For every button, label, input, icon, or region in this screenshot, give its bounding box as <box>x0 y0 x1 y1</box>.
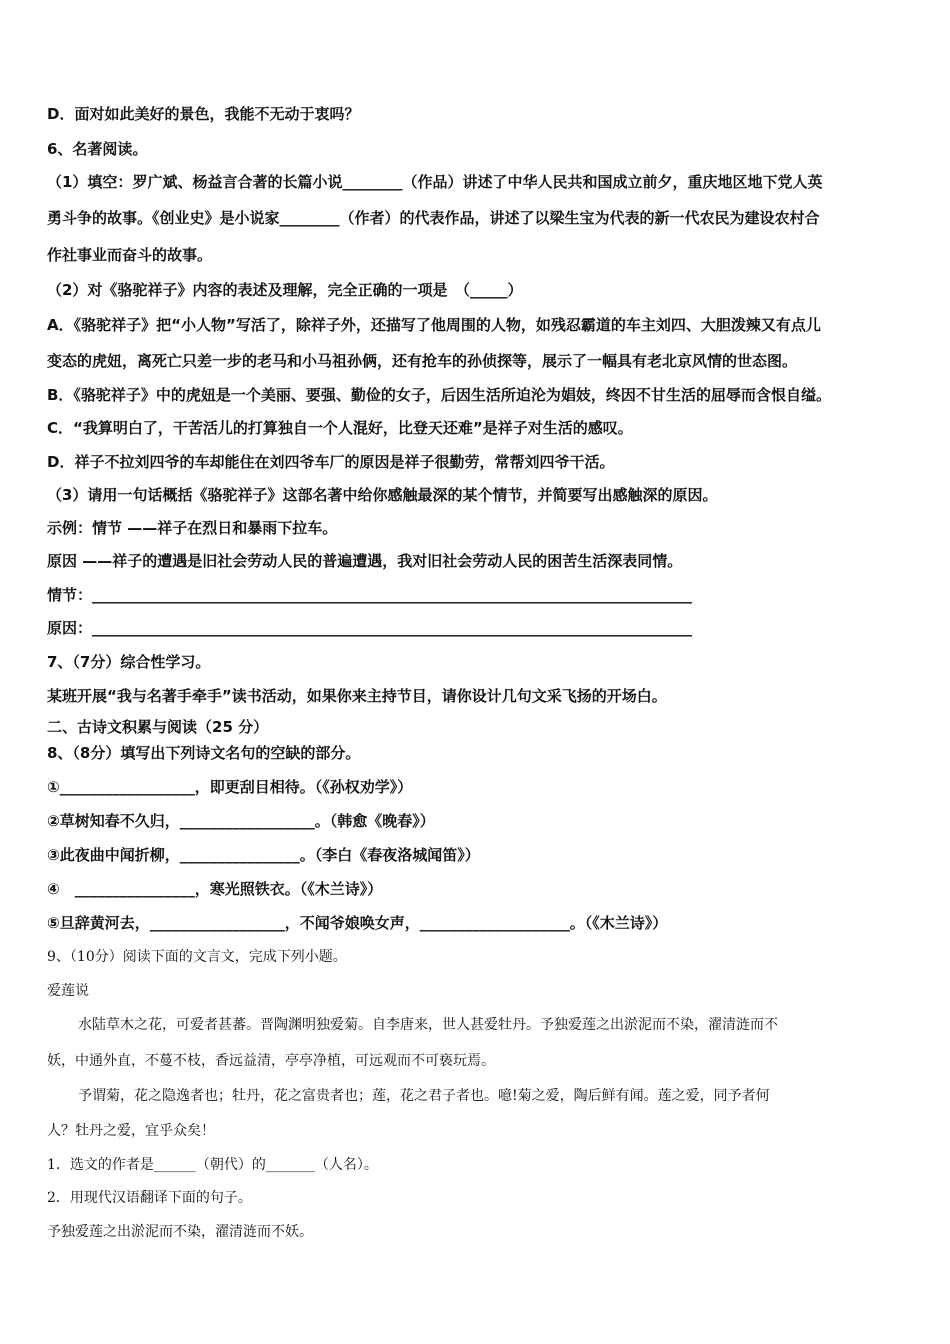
q6-heading: 6、名著阅读。 <box>47 140 148 158</box>
q7-text: 某班开展“我与名著手牵手”读书活动，如果你来主持节目，请你设计几句文采飞扬的开场白。 <box>47 687 667 705</box>
q6-part1-line2: 勇斗争的故事。《创业史》是小说家________（作者）的代表作品，讲述了以梁生宝为代表的新一代农民为建设农村合 <box>47 209 820 227</box>
q6-option-a-line2: 变态的虎妞，离死亡只差一步的老马和小马祖孙俩，还有抢车的孙侦探等，展示了一幅具有老北京风情的世态图。 <box>47 352 798 370</box>
q9-heading: 9、（10分）阅读下面的文言文，完成下列小题。 <box>47 949 347 965</box>
q9-sub2: 2．用现代汉语翻译下面的句子。 <box>47 1190 252 1206</box>
q7-heading: 7、（7分）综合性学习。 <box>47 653 211 671</box>
q6-option-a-line1: A．《骆驼祥子》把“小人物”写活了，除祥子外，还描写了他周围的人物，如残忍霸道的车主刘四、大胆泼辣又有点儿 <box>47 316 821 334</box>
q6-part2-prompt: （2）对《骆驼祥子》内容的表述及理解，完全正确的一项是 （_____） <box>47 281 523 299</box>
q9-sub1: 1．选文的作者是______（朝代）的_______（人名）。 <box>47 1157 378 1173</box>
q6-reason-blank: 原因：________________________________________________________________________________ <box>47 619 693 637</box>
q9-para2-line1: 予谓菊，花之隐逸者也；牡丹，花之富贵者也；莲，花之君子者也。噫!菊之爱，陶后鲜有闻。莲之爱，同予者何 <box>78 1088 770 1104</box>
q8-item-2: ②草树知春不久归，__________________。（韩愈《晚春》） <box>47 812 435 830</box>
q6-option-b: B．《骆驼祥子》中的虎妞是一个美丽、要强、勤俭的女子，后因生活所迫沦为娼妓，终因不甘生活的屈辱而含恨自缢。 <box>47 386 831 404</box>
q9-para2-line2: 人？牡丹之爱，宜乎众矣！ <box>47 1123 215 1139</box>
q8-item-5: ⑤旦辞黄河去，__________________，不闻爷娘唤女声，____________________。（《木兰诗》） <box>47 914 668 932</box>
q6-option-c: C．“我算明白了，干苦活儿的打算独自一个人混好，比登天还难”是祥子对生活的感叹。 <box>47 419 633 437</box>
q9-para1-line1: 水陆草木之花，可爱者甚蕃。晋陶渊明独爱菊。自李唐来，世人甚爱牡丹。予独爱莲之出淤泥而不染，濯清涟而不 <box>78 1017 778 1033</box>
section2-heading: 二、古诗文积累与阅读（25 分） <box>47 718 269 736</box>
q8-item-4: ④ ________________，寒光照铁衣。（《木兰诗》） <box>47 880 383 898</box>
q6-part1-line1: （1）填空：罗广斌、杨益言合著的长篇小说________（作品）讲述了中华人民共和国成立前夕，重庆地区地下党人英 <box>47 173 823 191</box>
q9-passage-title: 爱莲说 <box>47 983 89 999</box>
q8-item-1: ①__________________，即更刮目相待。（《孙权劝学》） <box>47 778 413 796</box>
q6-example-plot: 示例：情节 ——祥子在烈日和暴雨下拉车。 <box>47 519 338 537</box>
q6-option-d: D．祥子不拉刘四爷的车却能住在刘四爷车厂的原因是祥子很勤劳，常帮刘四爷干活。 <box>47 453 615 471</box>
q9-para1-line2: 妖，中通外直，不蔓不枝，香远益清，亭亭净植，可远观而不可亵玩焉。 <box>47 1053 495 1069</box>
q6-part3-prompt: （3）请用一句话概括《骆驼祥子》这部名著中给你感触最深的某个情节，并简要写出感触深的原因。 <box>47 486 718 504</box>
q5-option-d: D．面对如此美好的景色，我能不无动于衷吗？ <box>47 105 360 123</box>
q9-sub2-sentence: 予独爱莲之出淤泥而不染，濯清涟而不妖。 <box>47 1224 313 1240</box>
q8-item-3: ③此夜曲中闻折柳，________________。（李白《春夜洛城闻笛》） <box>47 846 480 864</box>
q6-plot-blank: 情节：________________________________________________________________________________ <box>47 586 693 604</box>
q6-part1-line3: 作社事业而奋斗的故事。 <box>47 246 213 264</box>
q8-heading: 8、（8分）填写出下列诗文名句的空缺的部分。 <box>47 744 361 762</box>
q6-example-reason: 原因 ——祥子的遭遇是旧社会劳动人民的普遍遭遇，我对旧社会劳动人民的困苦生活深表同情。 <box>47 552 683 570</box>
